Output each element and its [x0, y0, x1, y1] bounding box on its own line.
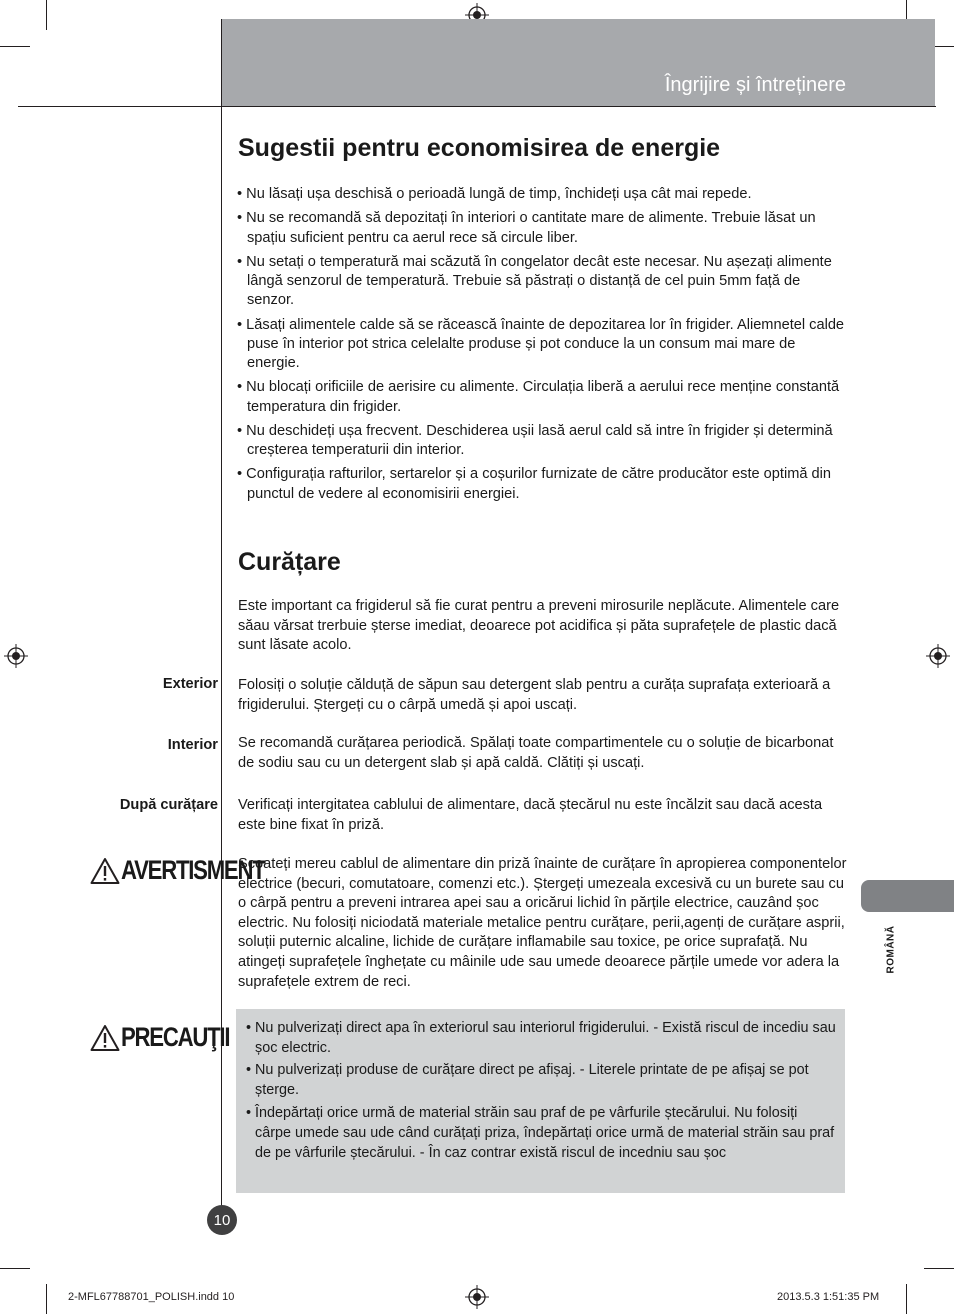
- footer-file-name: 2-MFL67788701_POLISH.indd 10: [68, 1291, 235, 1303]
- crop-mark: [0, 46, 30, 47]
- energy-tips-list: [237, 185, 849, 509]
- list-item: • Lăsați alimentele calde să se răcească înainte de depozitarea lor în frigider. Aliemnetel calde puse în interior pot strica celelalte produse și pot conduce la un consum mai mare de energie.: [237, 316, 845, 372]
- language-label: ROMÂNĂ: [885, 925, 897, 974]
- crop-mark: [924, 1268, 954, 1269]
- list-item: • Configurația rafturilor, sertarelor și a coșurilor furnizate de către producător este optimă din punctul de vedere al economisirii energiei.: [237, 466, 832, 502]
- exterior-text: Folosiți o soluție călduță de săpun sau detergent slab pentru a curăța suprafața exterioară a frigiderului. Ștergeți cu o cârpă umedă și apoi uscați.: [238, 677, 831, 713]
- caution-box: [236, 1009, 845, 1193]
- energy-section-title: Sugestii pentru economisirea de energie: [238, 134, 721, 162]
- crop-mark: [0, 1268, 30, 1269]
- list-item: • Nu deschideți ușa frecvent. Deschiderea ușii lasă aerul cald să intre în frigider și determină creșterea temperaturii din interior.: [237, 422, 833, 459]
- registration-mark-icon: [4, 644, 28, 668]
- list-item: • Nu pulverizați direct apa în exteriorul sau interiorul frigiderului. - Există riscul de incediu sau șoc electric.: [246, 1020, 836, 1056]
- list-item: • Nu setați o temperatură mai scăzută în congelator decât este necesar. Nu așezați alimente lângă senzorul de temperatură. Trebuie să păstrați o distanță de cel puin 5mm față de senzor.: [237, 253, 832, 309]
- interior-text: Se recomandă curățarea periodică. Spălați toate compartimentele cu o soluție de bicarbonat de sodiu sau cu un detergent slab și apă caldă. Clătiți și uscați.: [238, 735, 834, 771]
- crop-mark: [46, 0, 47, 30]
- caution-list: [246, 1018, 836, 1165]
- section-header-title: Îngrijire și întreținere: [664, 74, 846, 96]
- list-item: • Nu blocați orificiile de aerisire cu alimente. Circulația liberă a aerului rece menține constantă temperatura din frigider.: [237, 379, 840, 415]
- warning-triangle-icon: [90, 857, 120, 885]
- caution-label-text: PRECAUŢII: [121, 1022, 230, 1052]
- cleaning-intro: Este important ca frigiderul să fie curat pentru a preveni mirosurile neplăcute. Alimentele care săau vărsat trerbuie șterse imediat, deoarece pot acidifica și păta suprafețele de plastic dacă sunt lăsate acolo.: [238, 598, 840, 654]
- registration-mark-icon: [926, 644, 950, 668]
- cleaning-section-title: Curățare: [238, 548, 341, 576]
- after-cleaning-text: Verificați intergitatea cablului de alimentare, dacă ștecărul nu este încălzit sau dacă acesta este bine fixat în priză.: [238, 797, 823, 833]
- footer-timestamp: 2013.5.3 1:51:35 PM: [777, 1291, 880, 1303]
- registration-mark-icon: [465, 1285, 489, 1309]
- list-item: • Nu pulverizați produse de curățare direct pe afișaj. - Literele printate de pe afișaj se pot șterge.: [246, 1062, 809, 1099]
- list-item: • Îndepărtați orice urmă de material străin sau praf de pe vârfurile ștecărului. Nu folosiți cârpe umede sau ude când curățați priza, îndepărtați orice urmă de material străin sau praf de pe vârfurile ștecărului. - În caz contrar există riscul de incedniu sau șoc: [246, 1104, 835, 1161]
- warning-text: Scoateți mereu cablul de alimentare din priză înainte de curățare în apropierea componentelor electrice (becuri, comutatoare, comenzi etc.). Ștergeți umezeala excesivă cu un burete sau cu o cârpă pentru a preveni intrarea apei sau a oricărui lichid în părțile electrice, cauzând șoc electric. Nu folosiți niciodată materiale metalice pentru curățare, perii,agenți de curățare asprii, soluții puternic alcaline, lichide de curățare inflamabile sau toxice, pe orice suprafață. Nu atingeți suprafețele înghețate cu mâinile ude sau umede deoarece părțile umede vor adera la suprafețele extrem de reci.: [238, 856, 847, 990]
- list-item: • Nu lăsați ușa deschisă o perioadă lungă de timp, închideți ușa cât mai repede.: [237, 186, 752, 202]
- crop-mark: [906, 1284, 907, 1314]
- header-rule: [18, 106, 936, 107]
- exterior-label: Exterior: [162, 676, 218, 692]
- language-tab: [861, 880, 954, 912]
- after-cleaning-label: După curățare: [119, 797, 218, 813]
- interior-label: Interior: [167, 737, 218, 753]
- caution-label: [90, 1022, 253, 1053]
- list-item: • Nu se recomandă să depozitați în interiori o cantitate mare de alimente. Trebuie lăsat un spațiu suficient pentru ca aerul rece să circule liber.: [237, 210, 816, 246]
- page-number-badge: 10: [207, 1205, 237, 1235]
- warning-triangle-icon: [90, 1024, 120, 1052]
- crop-mark: [46, 1284, 47, 1314]
- warning-label-text: AVERTISMENT: [121, 855, 265, 885]
